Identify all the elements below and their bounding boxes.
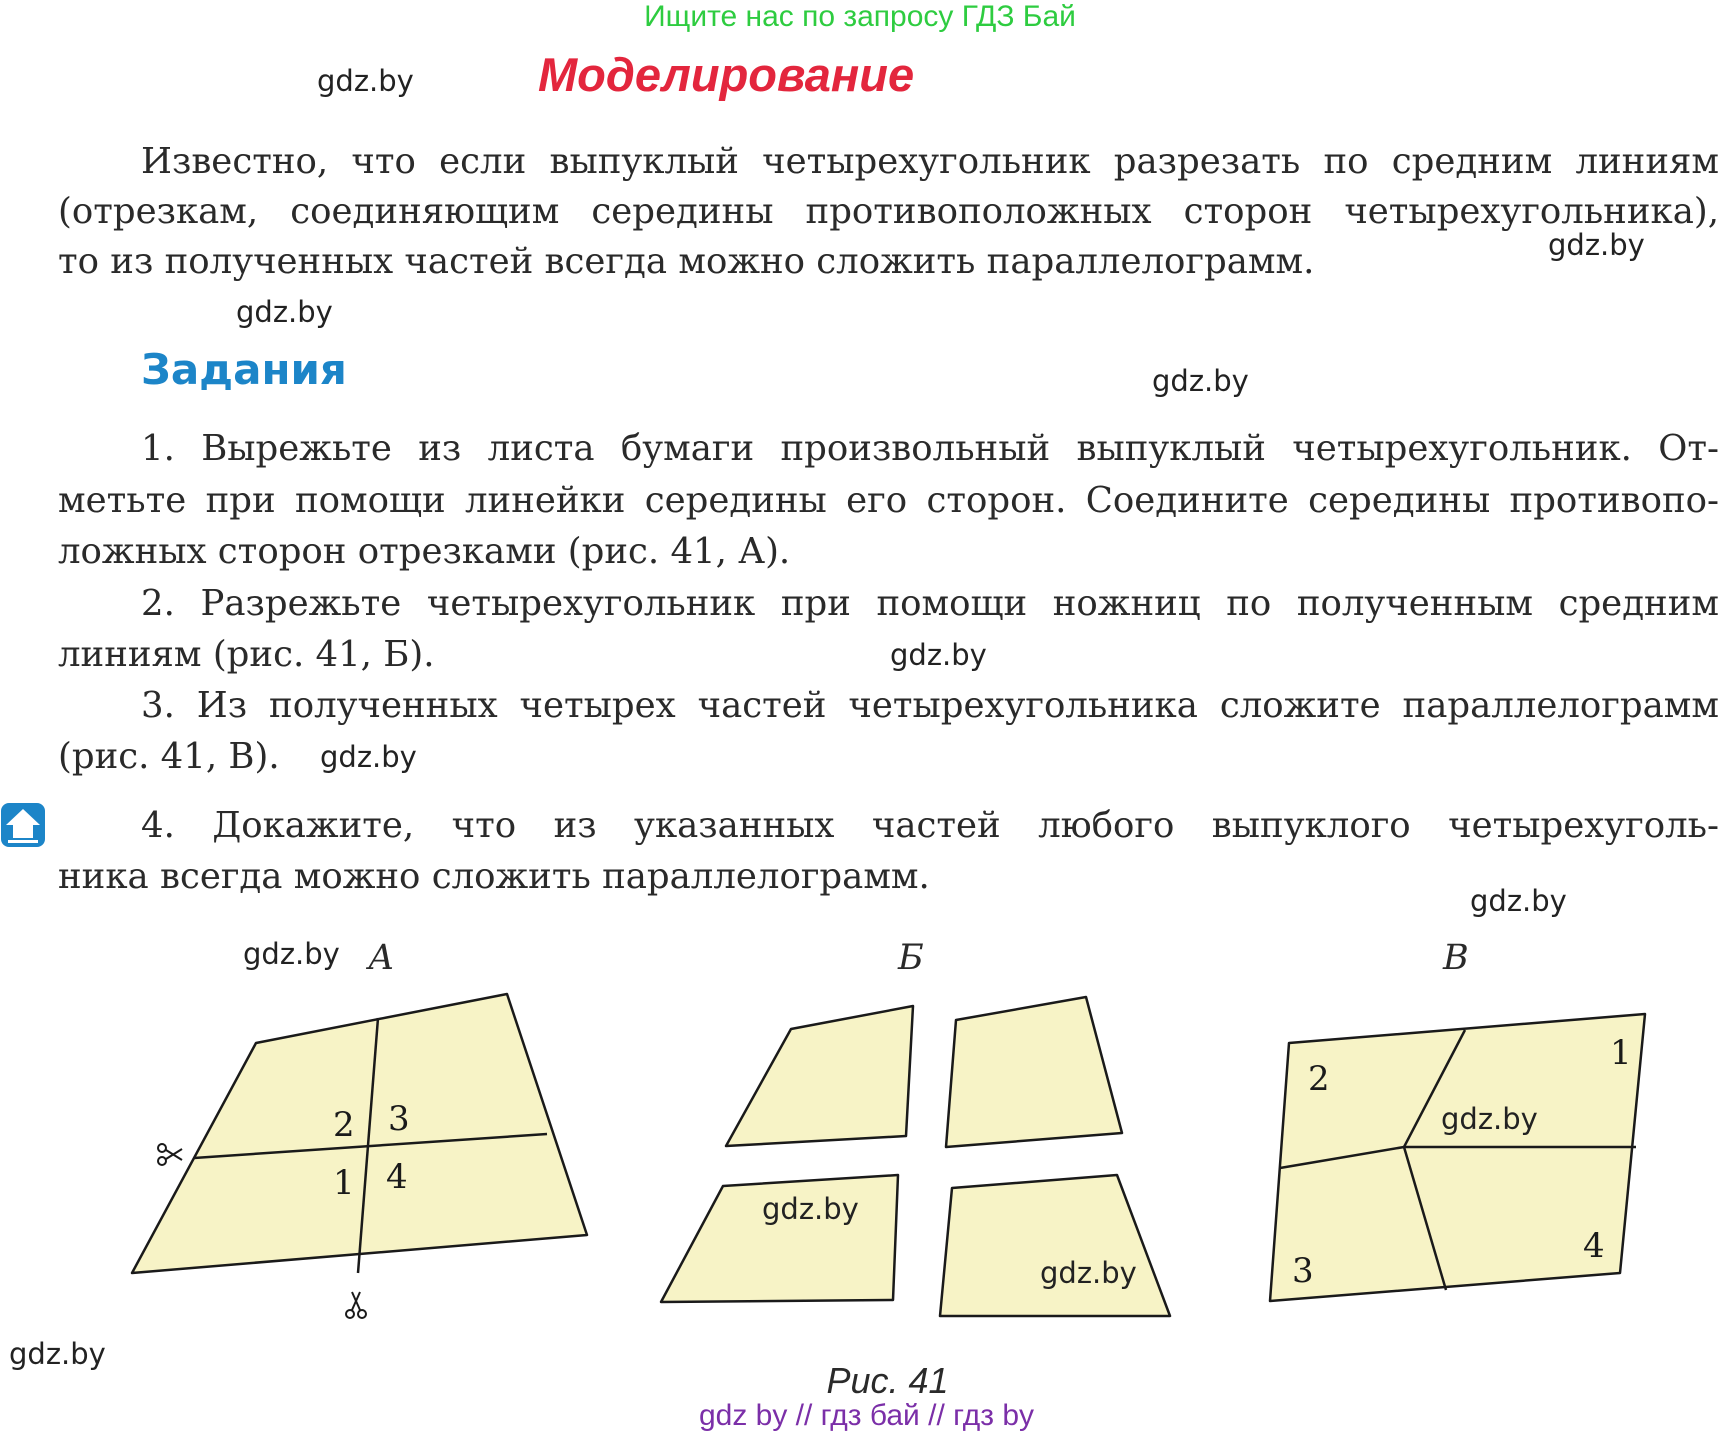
piece-number: 4 bbox=[386, 1157, 408, 1197]
watermark: gdz.by bbox=[9, 1337, 106, 1371]
watermark: gdz.by bbox=[1470, 884, 1567, 918]
watermark: gdz.by bbox=[243, 937, 340, 971]
figure-caption: Рис. 41 bbox=[826, 1360, 949, 1401]
watermark: gdz.by bbox=[1441, 1102, 1538, 1136]
task-1-line: ложных сторон отрезками (рис. 41, А). bbox=[58, 531, 791, 572]
footer-watermark: gdz by // гдз бай // гдз by bbox=[698, 1399, 1035, 1432]
watermark: gdz.by bbox=[1040, 1256, 1137, 1290]
watermark: gdz.by bbox=[890, 638, 987, 672]
piece-number: 1 bbox=[333, 1163, 355, 1203]
piece-number: 2 bbox=[1308, 1059, 1330, 1099]
page-title: Моделирование bbox=[538, 48, 915, 101]
piece-b-top-left bbox=[726, 1006, 913, 1146]
piece-number: 3 bbox=[1292, 1251, 1314, 1291]
watermark: gdz.by bbox=[236, 295, 333, 329]
watermark: gdz.by bbox=[762, 1192, 859, 1226]
piece-b-top-right bbox=[946, 997, 1122, 1147]
search-banner: Ищите нас по запросу ГДЗ Бай bbox=[644, 0, 1076, 33]
task-2-line: линиям (рис. 41, Б). bbox=[58, 634, 435, 675]
piece-number: 1 bbox=[1610, 1033, 1632, 1073]
figure-label-c: В bbox=[1443, 938, 1469, 978]
watermark: gdz.by bbox=[317, 64, 414, 98]
figure-label-b: Б bbox=[898, 938, 924, 978]
piece-number: 2 bbox=[333, 1105, 355, 1145]
quad-a bbox=[132, 994, 587, 1273]
watermark: gdz.by bbox=[320, 740, 417, 774]
intro-line: (отрезкам, соединяющим середины противоположных сторон четырехугольника), bbox=[58, 191, 1719, 232]
task-4-line: 4. Докажите, что из указанных частей любого выпуклого четырехуголь- bbox=[141, 805, 1719, 846]
task-4-line: ника всегда можно сложить параллелограмм. bbox=[58, 856, 930, 897]
intro-line: то из полученных частей всегда можно сложить параллелограмм. bbox=[58, 241, 1315, 282]
tasks-heading: Задания bbox=[141, 345, 347, 394]
piece-b-bottom-right bbox=[940, 1175, 1170, 1316]
watermark: gdz.by bbox=[1548, 228, 1645, 262]
task-2-line: 2. Разрежьте четырехугольник при помощи ножниц по полученным средним bbox=[141, 583, 1719, 624]
piece-number: 4 bbox=[1583, 1226, 1605, 1266]
intro-line: Известно, что если выпуклый четырехугольник разрезать по средним линиям bbox=[141, 141, 1719, 182]
task-1-line: 1. Вырежьте из листа бумаги произвольный выпуклый четырехугольник. От- bbox=[141, 428, 1719, 469]
task-3-line: 3. Из полученных четырех частей четырехугольника сложите параллелограмм bbox=[141, 685, 1719, 726]
piece-number: 3 bbox=[388, 1099, 410, 1139]
task-1-line: метьте при помощи линейки середины его сторон. Соедините середины противопо- bbox=[58, 480, 1719, 521]
scissors-icon bbox=[346, 1292, 366, 1318]
watermark: gdz.by bbox=[1152, 364, 1249, 398]
figure-label-a: А bbox=[368, 938, 395, 978]
task-3-line: (рис. 41, В). bbox=[58, 736, 280, 777]
scissors-icon bbox=[158, 1144, 182, 1165]
